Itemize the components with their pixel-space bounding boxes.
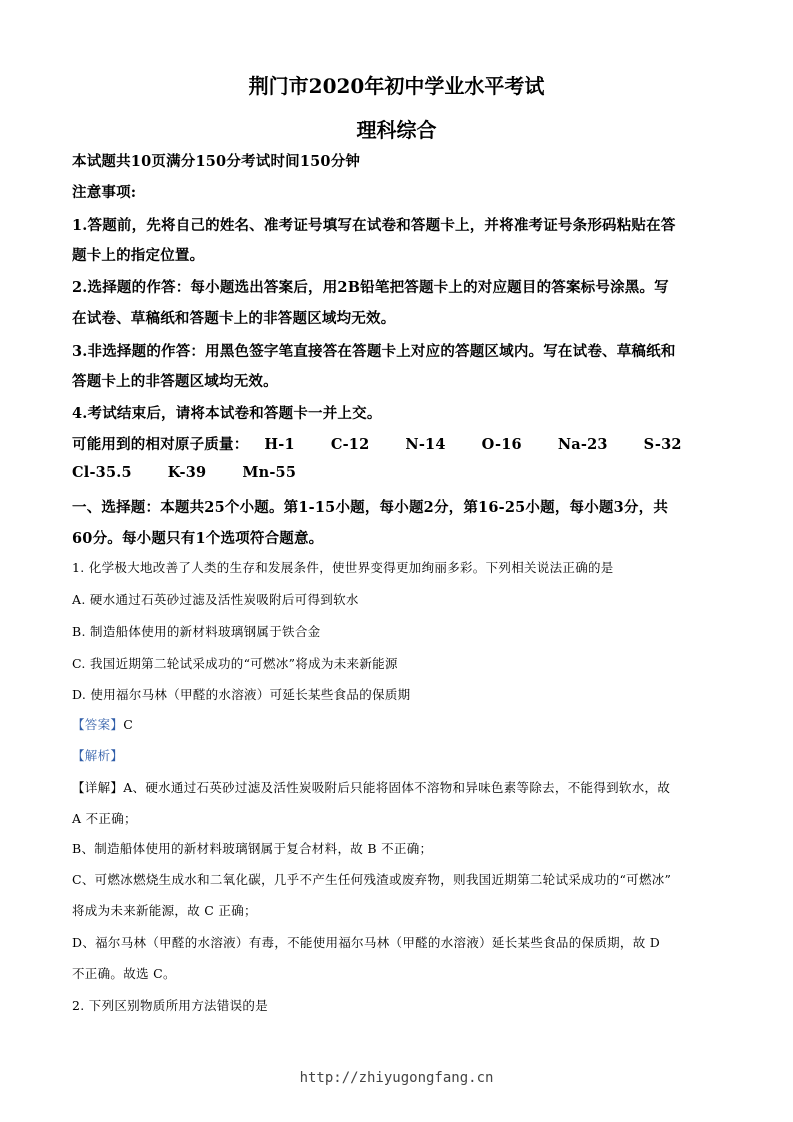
question-1-option-a: A. 硬水通过石英砂过滤及活性炭吸附后可得到软水 [72, 592, 359, 607]
exam-title: 荆门市2020年初中学业水平考试 [248, 74, 545, 98]
atomic-mass-na: Na-23 [557, 436, 608, 453]
atomic-mass-row-2 [72, 464, 296, 481]
detail-line-3: B、制造船体使用的新材料玻璃钢属于复合材料，故 B 不正确； [72, 841, 433, 856]
section-heading-line-1: 一、选择题：本题共25个小题。第1-15小题，每小题2分，第16-25小题，每小题3分，共 [72, 499, 669, 516]
atomic-mass-cl: Cl-35.5 [72, 464, 132, 481]
notice-3-line-1: 3.非选择题的作答：用黑色签字笔直接答在答题卡上对应的答题区域内。写在试卷、草稿纸和 [72, 343, 676, 360]
detail-line-6: D、福尔马林（甲醛的水溶液）有毒，不能使用福尔马林（甲醛的水溶液）延长某些食品的保质期，故 D [72, 935, 661, 950]
detail-line-2: A 不正确； [72, 811, 137, 826]
atomic-mass-s: S-32 [643, 436, 682, 453]
detail-line-7: 不正确。故选 C。 [72, 966, 176, 981]
detail-line-1: 【详解】A、硬水通过石英砂过滤及活性炭吸附后只能将固体不溶物和异味色素等除去，不能得到软水，故 [72, 780, 671, 795]
notice-4: 4.考试结束后，请将本试卷和答题卡一并上交。 [72, 405, 382, 422]
answer-value: C [123, 717, 134, 732]
notice-1-line-1: 1.答题前，先将自己的姓名、准考证号填写在试卷和答题卡上，并将准考证号条形码粘贴在答 [72, 217, 676, 234]
atomic-mass-label: 可能用到的相对原子质量： [72, 436, 249, 453]
notice-1-line-2: 题卡上的指定位置。 [72, 247, 205, 264]
exam-subtitle: 理科综合 [356, 118, 437, 142]
question-1-option-d: D. 使用福尔马林（甲醛的水溶液）可延长某些食品的保质期 [72, 687, 411, 702]
question-1-option-c: C. 我国近期第二轮试采成功的“可燃冰”将成为未来新能源 [72, 656, 398, 671]
section-heading-line-2: 60分。每小题只有1个选项符合题意。 [72, 530, 324, 547]
atomic-mass-mn: Mn-55 [242, 464, 297, 481]
notice-3-line-2: 答题卡上的非答题区域均无效。 [72, 373, 278, 390]
answer-tag: 【答案】 [72, 717, 124, 732]
exam-meta: 本试题共10页满分150分考试时间150分钟 [72, 153, 361, 170]
atomic-mass-h: H-1 [264, 436, 295, 453]
question-1-option-b: B. 制造船体使用的新材料玻璃钢属于铁合金 [72, 624, 321, 639]
notice-2-line-2: 在试卷、草稿纸和答题卡上的非答题区域均无效。 [72, 310, 396, 327]
atomic-mass-n: N-14 [405, 436, 446, 453]
notice-2-line-1: 2.选择题的作答：每小题选出答案后，用2B铅笔把答题卡上的对应题目的答案标号涂黑。写 [72, 279, 669, 296]
answer-row [72, 715, 133, 733]
detail-line-5: 将成为未来新能源，故 C 正确； [72, 903, 257, 918]
atomic-mass-row-1 [72, 433, 682, 454]
question-1-stem: 1. 化学极大地改善了人类的生存和发展条件，使世界变得更加绚丽多彩。下列相关说法正确的是 [72, 560, 614, 575]
notice-heading: 注意事项: [72, 184, 137, 201]
footer-url[interactable]: http://zhiyugongfang.cn [299, 1070, 494, 1086]
analysis-tag: 【解析】 [72, 748, 124, 763]
atomic-mass-c: C-12 [330, 436, 370, 453]
atomic-mass-k: K-39 [167, 464, 207, 481]
atomic-mass-o: O-16 [481, 436, 522, 453]
question-2-stem: 2. 下列区别物质所用方法错误的是 [72, 998, 269, 1013]
detail-line-4: C、可燃冰燃烧生成水和二氧化碳，几乎不产生任何残渣或废弃物，则我国近期第二轮试采成功的“可燃冰” [72, 872, 672, 887]
